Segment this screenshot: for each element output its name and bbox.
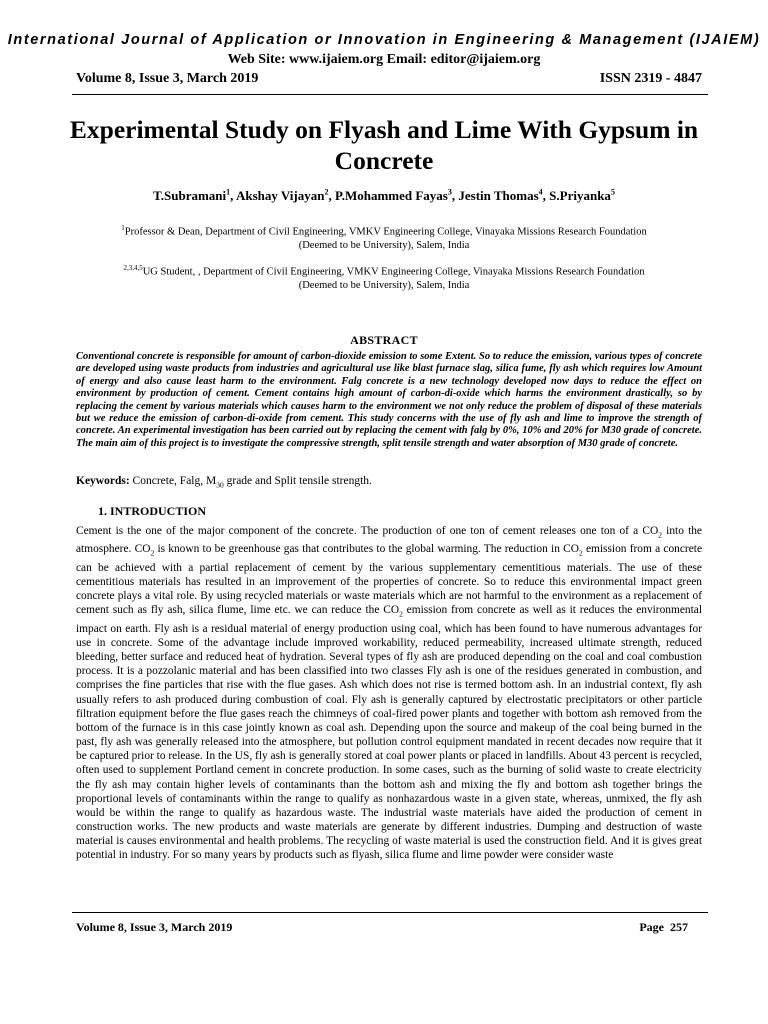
author-affiliation-mark: 5 [610,188,615,197]
author: Akshay Vijayan$^2$, [235,188,335,204]
author: T.Subramani$^1$, [153,188,236,204]
author [549,188,615,203]
author: P.Mohammed Fayas$^3$, [334,188,459,204]
author-name: Akshay Vijayan [235,188,325,204]
page-number-block [639,920,688,935]
affiliation-mark: 1 [121,224,125,232]
issn: ISSN 2319 - 4847 [599,71,702,86]
journal-contact-line [0,52,768,68]
affiliation-line: (Deemed to be University), Salem, India [298,279,470,291]
page-label: Page [639,920,664,934]
author-affiliation-mark: 3 [447,188,452,197]
header-divider [72,94,708,95]
author-list [60,188,708,204]
journal-name: International Journal of Application or Innovation in Engineering & Management (IJAIEM) [7,32,761,48]
keywords-text: Concrete, Falg, M [129,475,217,487]
keywords-subscript: 30 [216,480,224,490]
issue-info-line [76,71,702,87]
paper-title: Experimental Study on Flyash and Lime With Gypsum in Concrete [69,115,699,175]
website-url[interactable]: www.ijaiem.org [289,52,384,67]
author-name: S.Priyanka [549,188,611,204]
footer-divider [72,912,708,913]
author-affiliation-mark: 2 [324,188,329,197]
author: Jestin Thomas$^4$, [458,188,550,204]
affiliation-line: (Deemed to be University), Salem, India [298,239,470,251]
keywords-text-end: grade and Split tensile strength. [223,475,372,487]
website-label: Web Site: [227,52,290,67]
abstract-text: Conventional concrete is responsible for amount of carbon-dioxide emission to some Extent. So to reduce the emission, various types of concrete are developed using waste products from industries and agricultural use like blast furnace slag, silica fume, fly ash which requires low Amount of energy and also cause least harm to the environment. Falg concrete is a new technology developed now days to reduce the effect on environment by production of cement. Cement contains high amount of carbon-di-oxide which harms the environment drastically, so by replacing the cement by various materials which causes harm to the environment we not only reduce the problem of disposal of these materials but we reduce the emission of carbon-di-oxide from cement. This study concerns with the use of fly ash and lime to improve the strength of concrete. An experimental investigation has been carried out by replacing the cement with falg by 0%, 10% and 20% for M30 grade of concrete. The main aim of this project is to investigate the compressive strength, split tensile strength and water absorption of M30 grade of concrete. [76,351,702,449]
affiliation-2 [88,262,680,292]
affiliation-mark: 2,3,4,5 [123,264,143,272]
author-affiliation-mark: 1 [226,188,231,197]
introduction-heading: 1. INTRODUCTION [98,504,207,518]
keywords-label: Keywords: [76,475,130,487]
page-number: 257 [670,920,688,934]
footer-volume-info: Volume 8, Issue 3, March 2019 [76,920,233,934]
author-name: P.Mohammed Fayas [334,188,448,204]
email-address[interactable]: editor@ijaiem.org [430,52,541,67]
affiliation-line: UG Student, , Department of Civil Engineering, VMKV Engineering College, Vinayaka Missions Research Foundation [142,266,645,278]
author-name: Jestin Thomas [458,188,539,204]
keywords [76,474,702,492]
affiliation-1 [88,222,680,252]
author-name: T.Subramani [153,188,227,204]
affiliation-line: Professor & Dean, Department of Civil Engineering, VMKV Engineering College, Vinayaka Missions Research Foundation [124,226,647,238]
page-footer [76,920,688,935]
introduction-text: Cement is the one of the major component of the concrete. The production of one ton of cement releases one ton of a $CO_2$ into the atmosphere. $CO_2$ is known to be greenhouse gas that contributes to the global warming. The reduction in $CO_2$ emission from a concrete can be achieved with a partial replacement of cement by the various supplementary cementitious materials. The use of these cementitious materials has resulted in an improvement of the properties of concrete. So to reduce this environmental impact green concrete plays a vital role. By using recycled materials or waste materials which are not harmful to the environment as a replacement of cement such as fly ash, silica flume, lime etc. we can reduce the $CO_2$ emission from concrete as well as it reduces the environmental impact on earth. Fly ash is a residual material of energy production using coal, which has been found to have numerous advantages for use in concrete. Some of the advantage include improved workability, reduced permeability, increased ultimate strength, reduced bleeding, better surface and reduced heat of hydration. Several types of fly ash are produced depending on the coal and coal combustion process. It is a pozzolanic material and has been classified into two classes Fly ash is one of the residues generated in combustion, and comprises the fine particles that rise with the flue gases. Ash which does not rise is termed bottom ash. In an industrial context, fly ash usually refers to ash produced during combustion of coal. Fly ash is generally captured by electrostatic precipitators or other particle filtration equipment before the flue gases reach the chimneys of coal-fired power plants and together with bottom ash removed from the bottom of the furnace is in this case jointly known as coal ash. Depending upon the source and makeup of the coal being burned in the past, fly ash was generally released into the atmosphere, but pollution control equipment mandated in recent decades now require that it be captured prior to release. In the US, fly ash is generally stored at coal power plants or placed in landfills. About 43 percent is recycled, often used to supplement Portland cement in concrete production. In some cases, such as the burning of solid waste to create electricity the fly ash may contain higher levels of contaminants than the bottom ash and mixing the fly and bottom ash together brings the proportional levels of contaminants within the range to qualify as nonhazardous waste in a given state, whereas, unmixed, the fly ash would be within the range to qualify as hazardous waste. The industrial waste materials have aided the production of cement in construction works. The new products and waste materials are generate by different industries. Dumping and destruction of waste material is causes environmental and health problems. The recycling of waste material is used the construction field. And it is gives great potential in industry. For so many years by products such as flyash, silica flume and lime powder were consider waste [76,525,702,862]
email-label: Email: [383,52,431,67]
volume-info: Volume 8, Issue 3, March 2019 [76,71,259,86]
abstract-heading: ABSTRACT [350,333,418,347]
author-affiliation-mark: 4 [538,188,543,197]
